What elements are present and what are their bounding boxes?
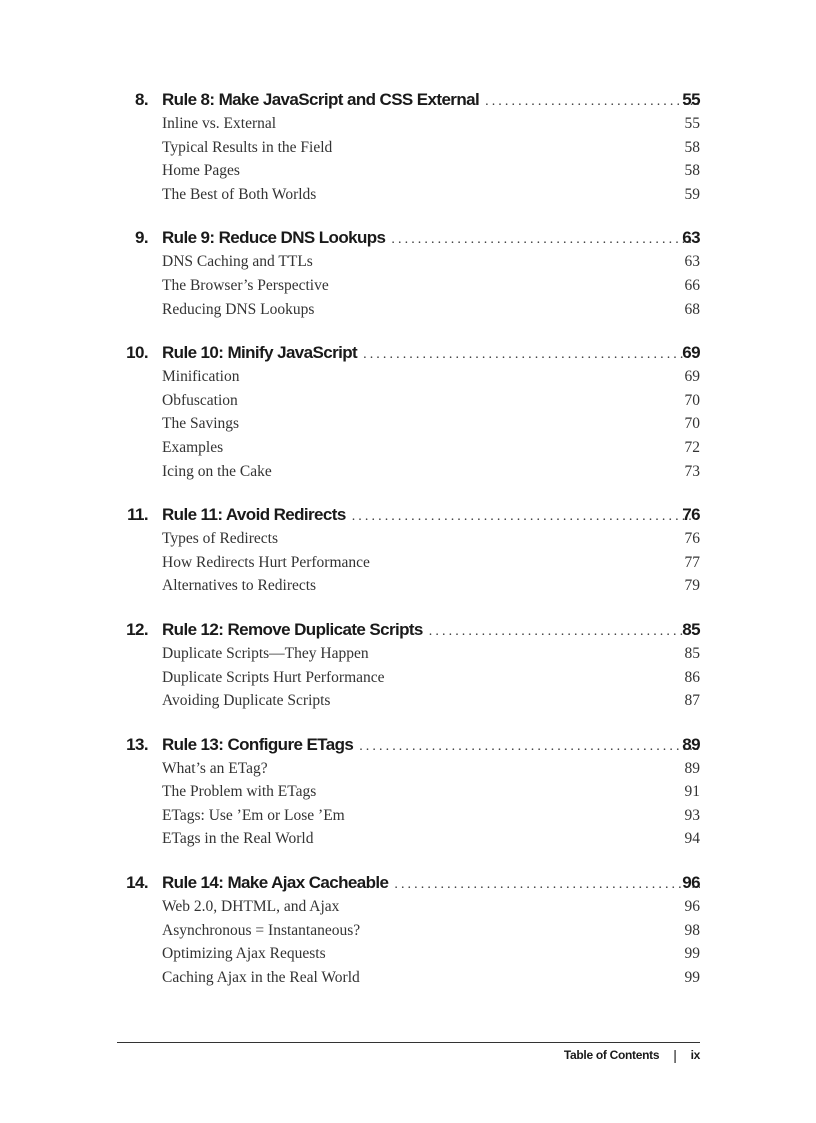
footer-page-number: ix [690, 1048, 700, 1062]
section-entry[interactable] [0, 159, 816, 183]
section-title: ETags in the Real World [162, 830, 314, 848]
section-page: 98 [684, 921, 700, 939]
section-title: Avoiding Duplicate Scripts [162, 692, 331, 710]
toc-chapter [0, 618, 816, 713]
chapter-entry[interactable] [0, 88, 816, 112]
chapter-page: 55 [682, 90, 700, 109]
section-page: 63 [684, 253, 700, 271]
section-title: How Redirects Hurt Performance [162, 553, 370, 571]
section-title: What’s an ETag? [162, 759, 268, 777]
section-title: ETags: Use ’Em or Lose ’Em [162, 806, 345, 824]
section-title: Examples [162, 438, 224, 456]
section-page: 99 [684, 968, 700, 986]
section-title: The Problem with ETags [162, 783, 317, 801]
chapter-entry[interactable] [0, 871, 816, 895]
section-page: 58 [684, 138, 700, 156]
section-title: Inline vs. External [162, 115, 277, 132]
page-footer [564, 1047, 700, 1063]
section-list [0, 112, 816, 206]
section-title: Typical Results in the Field [162, 138, 333, 156]
section-page: 79 [684, 577, 700, 595]
dot-leader [391, 232, 700, 248]
section-title: Caching Ajax in the Real World [162, 968, 360, 986]
dot-leader [394, 877, 700, 893]
section-title: Icing on the Cake [162, 462, 272, 480]
section-title: Types of Redirects [162, 530, 278, 548]
toc-chapter [0, 341, 816, 483]
chapter-number: 8. [135, 90, 148, 109]
section-title: Alternatives to Redirects [162, 577, 317, 595]
section-title: Asynchronous = Instantaneous? [162, 921, 361, 939]
footer-rule [117, 1042, 700, 1043]
section-title: Duplicate Scripts Hurt Performance [162, 668, 385, 686]
chapter-page: 69 [682, 343, 700, 363]
section-entry[interactable] [0, 183, 816, 207]
section-entry[interactable] [0, 780, 816, 804]
chapter-title: Rule 12: Remove Duplicate Scripts [162, 619, 423, 639]
section-title: The Browser’s Perspective [162, 276, 329, 294]
chapter-entry[interactable] [0, 618, 816, 642]
section-entry[interactable] [0, 112, 816, 136]
section-entry[interactable] [0, 551, 816, 575]
section-page: 58 [684, 162, 700, 180]
chapter-number: 10. [126, 343, 148, 363]
section-title: Reducing DNS Lookups [162, 300, 315, 318]
section-entry[interactable] [0, 942, 816, 966]
section-title: Duplicate Scripts—They Happen [162, 644, 369, 662]
section-page: 85 [684, 644, 700, 662]
dot-leader [363, 347, 700, 363]
section-entry[interactable] [0, 274, 816, 298]
section-list [0, 527, 816, 598]
toc-chapter [0, 226, 816, 321]
toc-chapter [0, 871, 816, 989]
table-of-contents [0, 88, 816, 1009]
chapter-page: 63 [682, 228, 700, 248]
section-title: Home Pages [162, 162, 240, 180]
dot-leader [485, 94, 700, 110]
footer-separator: | [673, 1047, 677, 1063]
section-page: 77 [684, 553, 700, 571]
section-list [0, 365, 816, 483]
section-entry[interactable] [0, 527, 816, 551]
chapter-entry[interactable] [0, 341, 816, 365]
section-entry[interactable] [0, 666, 816, 690]
section-entry[interactable] [0, 966, 816, 990]
section-page: 94 [684, 830, 700, 848]
section-page: 99 [684, 945, 700, 963]
section-entry[interactable] [0, 757, 816, 781]
toc-chapter [0, 503, 816, 598]
toc-chapter [0, 733, 816, 851]
section-page: 87 [684, 692, 700, 710]
section-page: 96 [684, 898, 700, 916]
section-entry[interactable] [0, 412, 816, 436]
chapter-entry[interactable] [0, 503, 816, 527]
chapter-page: 85 [682, 619, 700, 639]
section-entry[interactable] [0, 689, 816, 713]
section-title: Optimizing Ajax Requests [162, 945, 326, 963]
section-page: 93 [684, 806, 700, 824]
section-title: The Savings [162, 415, 240, 433]
section-title: Web 2.0, DHTML, and Ajax [162, 898, 340, 916]
section-entry[interactable] [0, 136, 816, 160]
section-page: 86 [684, 668, 700, 686]
dot-leader [352, 509, 700, 525]
chapter-title: Rule 10: Minify JavaScript [162, 343, 358, 363]
section-page: 70 [684, 415, 700, 433]
toc-chapter [0, 88, 816, 206]
chapter-number: 14. [126, 873, 148, 893]
section-page: 72 [684, 438, 700, 456]
chapter-title: Rule 14: Make Ajax Cacheable [162, 873, 389, 893]
section-entry[interactable] [0, 298, 816, 322]
section-entry[interactable] [0, 460, 816, 484]
section-title: The Best of Both Worlds [162, 185, 317, 203]
section-title: DNS Caching and TTLs [162, 253, 313, 271]
section-entry[interactable] [0, 895, 816, 919]
section-page: 59 [684, 185, 700, 203]
section-entry[interactable] [0, 250, 816, 274]
section-entry[interactable] [0, 827, 816, 851]
section-entry[interactable] [0, 919, 816, 943]
section-page: 55 [684, 115, 700, 132]
chapter-entry[interactable] [0, 226, 816, 250]
section-list [0, 757, 816, 851]
chapter-title: Rule 13: Configure ETags [162, 734, 354, 754]
section-page: 70 [684, 391, 700, 409]
chapter-number: 11. [127, 505, 148, 525]
section-entry[interactable] [0, 365, 816, 389]
footer-label: Table of Contents [563, 1048, 660, 1062]
section-list [0, 895, 816, 989]
section-title: Minification [162, 368, 240, 386]
section-page: 66 [684, 276, 700, 294]
dot-leader [429, 624, 700, 640]
section-list [0, 642, 816, 713]
section-entry[interactable] [0, 804, 816, 828]
chapter-number: 9. [135, 228, 148, 248]
chapter-page: 76 [682, 505, 700, 525]
chapter-title: Rule 11: Avoid Redirects [162, 505, 346, 525]
dot-leader [359, 739, 700, 755]
section-page: 69 [684, 368, 700, 386]
section-entry[interactable] [0, 574, 816, 598]
section-page: 89 [684, 759, 700, 777]
chapter-title: Rule 9: Reduce DNS Lookups [162, 228, 386, 248]
section-entry[interactable] [0, 389, 816, 413]
section-list [0, 250, 816, 321]
section-page: 76 [684, 530, 700, 548]
section-page: 68 [684, 300, 700, 318]
section-entry[interactable] [0, 436, 816, 460]
section-entry[interactable] [0, 642, 816, 666]
chapter-number: 13. [126, 734, 148, 754]
chapter-entry[interactable] [0, 733, 816, 757]
chapter-number: 12. [126, 619, 148, 639]
section-title: Obfuscation [162, 391, 238, 409]
section-page: 73 [684, 462, 700, 480]
section-page: 91 [684, 783, 700, 801]
chapter-page: 96 [682, 873, 700, 893]
chapter-page: 89 [682, 734, 700, 754]
chapter-title: Rule 8: Make JavaScript and CSS External [162, 90, 480, 109]
